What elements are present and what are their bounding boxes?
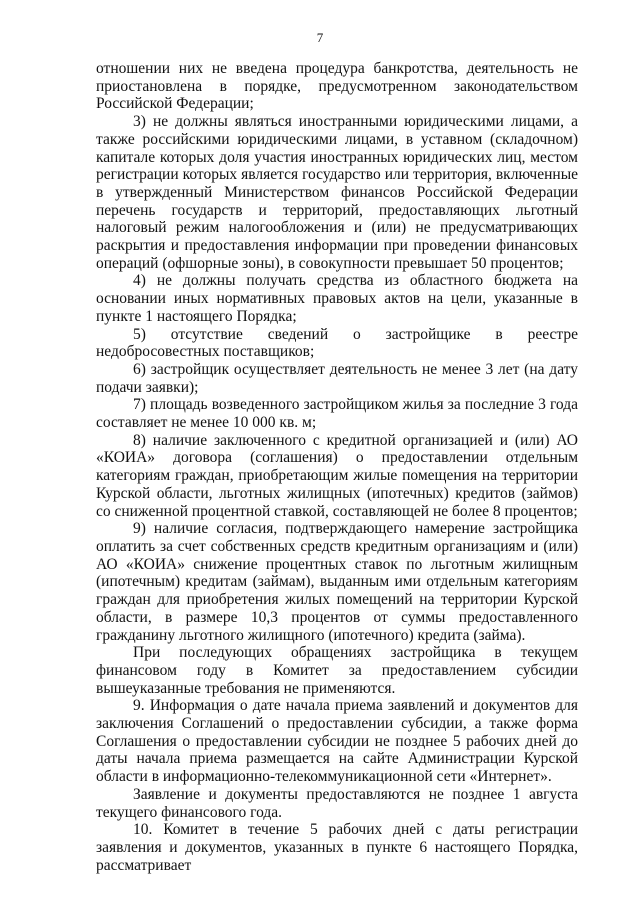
paragraph-bankruptcy-continuation: отношении них не введена процедура банкротства, деятельность не приостановлена в порядке, предусмотренном законодательством Российской Федерации; — [96, 60, 578, 113]
paragraph-item-6-activity-period: 6) застройщик осуществляет деятельность не менее 3 лет (на дату подачи заявки); — [96, 360, 578, 396]
paragraph-item-7-housing-area: 7) площадь возведенного застройщиком жилья за последние 3 года составляет не менее 10 000 кв. м; — [96, 396, 578, 432]
document-body — [96, 60, 578, 874]
paragraph-item-8-credit-agreement: 8) наличие заключенного с кредитной организацией и (или) АО «КОИА» договора (соглашения) о предоставлении отдельным категориям граждан, приобретающим жилые помещения на территории Курской области, льготных жилищных (ипотечных) кредитов (займов) со сниженной процентной ставкой, составляющей не более 8 процентов; — [96, 431, 578, 520]
paragraph-repeat-applications: При последующих обращениях застройщика в текущем финансовом году в Комитет за предоставлением субсидии вышеуказанные требования не применяются. — [96, 644, 578, 697]
paragraph-section-9-information: 9. Информация о дате начала приема заявлений и документов для заключения Соглашений о предоставлении субсидии, а также форма Соглашения о предоставлении субсидии не позднее 5 рабочих дней до даты начала приема размещается на сайте Администрации Курской области в информационно-телекоммуникационной сети «Интернет». — [96, 697, 578, 786]
paragraph-item-4-budget-funds: 4) не должны получать средства из областного бюджета на основании иных нормативных правовых актов на цели, указанные в пункте 1 настоящего Порядка; — [96, 272, 578, 325]
paragraph-item-5-unfair-suppliers: 5) отсутствие сведений о застройщике в реестре недобросовестных поставщиков; — [96, 325, 578, 361]
paragraph-item-3-foreign-entities: 3) не должны являться иностранными юридическими лицами, а также российскими юридическими лицами, в уставном (складочном) капитале которых доля участия иностранных юридических лиц, местом регистрации которых является государство или территория, включенные в утвержденный Министерством финансов Российской Федерации перечень государств и территорий, предоставляющих льготный налоговый режим налогообложения и (или) не предусматривающих раскрытия и предоставления информации при проведении финансовых операций (офшорные зоны), в совокупности превышает 50 процентов; — [96, 113, 578, 272]
paragraph-item-9-rate-reduction: 9) наличие согласия, подтверждающего намерение застройщика оплатить за счет собственных средств кредитным организациям и (или) АО «КОИА» снижение процентных ставок по льготным жилищным (ипотечным) кредитам (займам), выданным ими отдельным категориям граждан для приобретения жилых помещений на территории Курской области, в размере 10,3 процентов от суммы предоставленного гражданину льготного жилищного (ипотечного) кредита (займа). — [96, 520, 578, 644]
paragraph-deadline: Заявление и документы предоставляются не позднее 1 августа текущего финансового года. — [96, 785, 578, 821]
paragraph-section-10-review: 10. Комитет в течение 5 рабочих дней с даты регистрации заявления и документов, указанных в пункте 6 настоящего Порядка, рассматривает — [96, 821, 578, 874]
page-number: 7 — [316, 30, 324, 45]
